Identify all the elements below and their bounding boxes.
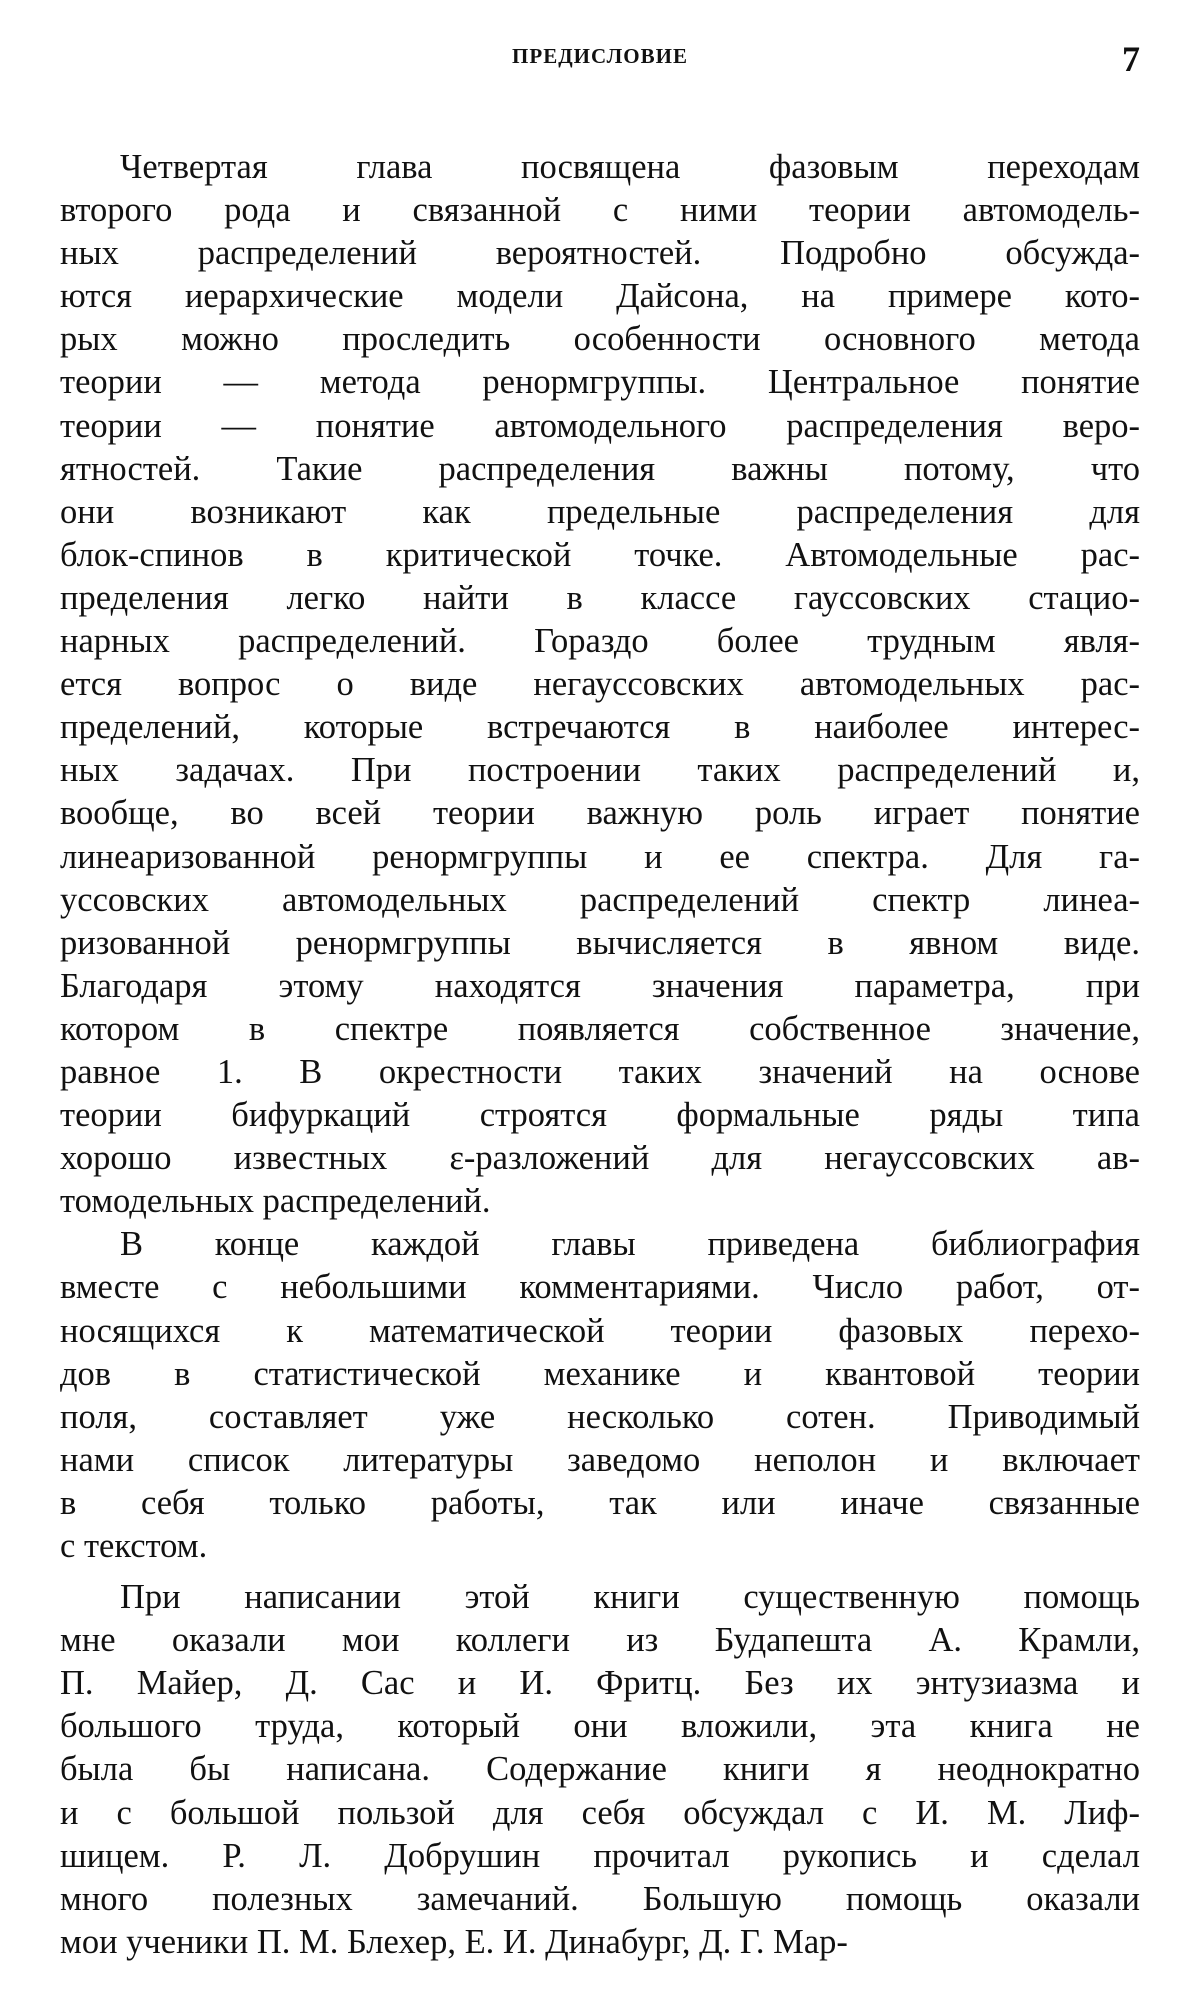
text-line: равное 1. В окрестности таких значений на основе — [60, 1052, 1140, 1091]
text-line: теории бифуркаций строятся формальные ряды типа — [60, 1096, 1140, 1135]
text-line: пределений, которые встречаются в наиболее интерес- — [60, 708, 1140, 747]
text-line: ризованной ренормгруппы вычисляется в явном виде. — [60, 923, 1140, 962]
text-line: ных распределений вероятностей. Подробно обсужда- — [60, 234, 1140, 273]
text-line: Четвертая глава посвящена фазовым переходам — [120, 148, 1140, 186]
text-line: хорошо известных ε-разложений для негауссовских ав- — [60, 1139, 1140, 1178]
text-line: много полезных замечаний. Большую помощь оказали — [60, 1879, 1140, 1918]
text-line: они возникают как предельные распределения для — [60, 492, 1140, 531]
paragraph-2 — [60, 1223, 1140, 1568]
paragraph-3 — [60, 1576, 1140, 1964]
text-line: ных задачах. При построении таких распределений и, — [60, 751, 1140, 790]
text-line: уссовских автомодельных распределений спектр линеа- — [60, 880, 1140, 919]
text-line: с текстом. — [60, 1527, 208, 1565]
text-line: рых можно проследить особенности основного метода — [60, 320, 1140, 359]
running-header — [0, 39, 1200, 84]
text-line: второго рода и связанной с ними теории автомодель- — [60, 191, 1140, 230]
body-text — [60, 146, 1140, 1964]
page-number: 7 — [1122, 39, 1140, 79]
text-line: ется вопрос о виде негауссовских автомодельных рас- — [60, 665, 1140, 704]
text-line: пределения легко найти в классе гауссовских стацио- — [60, 578, 1140, 617]
paragraph-1 — [60, 146, 1140, 1223]
text-line: вместе с небольшими комментариями. Число работ, от- — [60, 1268, 1140, 1307]
text-line: носящихся к математической теории фазовых перехо- — [60, 1311, 1140, 1350]
text-line: котором в спектре появляется собственное значение, — [60, 1009, 1140, 1048]
text-line: дов в статистической механике и квантовой теории — [60, 1354, 1140, 1393]
text-line: Благодаря этому находятся значения параметра, при — [60, 966, 1140, 1005]
text-line: мои ученики П. М. Блехер, Е. И. Динабург, Д. Г. Мар- — [60, 1922, 848, 1961]
text-line: блок-спинов в критической точке. Автомодельные рас- — [60, 535, 1140, 574]
text-line: ятностей. Такие распределения важны потому, что — [60, 449, 1140, 488]
text-line: поля, составляет уже несколько сотен. Приводимый — [60, 1397, 1140, 1436]
text-line: В конце каждой главы приведена библиография — [120, 1225, 1140, 1264]
text-line: была бы написана. Содержание книги я неоднократно — [60, 1750, 1140, 1789]
running-title: ПРЕДИСЛОВИЕ — [512, 44, 688, 68]
text-line: и с большой пользой для себя обсуждал с И. М. Лиф- — [60, 1793, 1140, 1832]
text-line: При написании этой книги существенную помощь — [120, 1578, 1140, 1617]
paragraph-gap — [60, 1568, 1140, 1576]
text-line: линеаризованной ренормгруппы и ее спектра. Для га- — [60, 837, 1140, 876]
text-line: нарных распределений. Гораздо более трудным явля- — [60, 622, 1140, 661]
text-line: шицем. Р. Л. Добрушин прочитал рукопись и сделал — [60, 1836, 1140, 1875]
text-line: большого труда, который они вложили, эта книга не — [60, 1707, 1140, 1746]
text-line: П. Майер, Д. Сас и И. Фритц. Без их энтузиазма и — [60, 1664, 1140, 1703]
text-line: мне оказали мои коллеги из Будапешта А. Крамли, — [60, 1621, 1140, 1660]
text-line: нами список литературы заведомо неполон и включает — [60, 1440, 1140, 1479]
text-line: теории — метода ренормгруппы. Центральное понятие — [60, 363, 1140, 402]
text-line: томодельных распределений. — [60, 1182, 491, 1221]
text-line: в себя только работы, так или иначе связанные — [60, 1483, 1140, 1522]
text-line: ются иерархические модели Дайсона, на примере кото- — [60, 277, 1140, 316]
text-line: теории — понятие автомодельного распределения веро- — [60, 406, 1140, 445]
text-line: вообще, во всей теории важную роль играет понятие — [60, 794, 1140, 833]
